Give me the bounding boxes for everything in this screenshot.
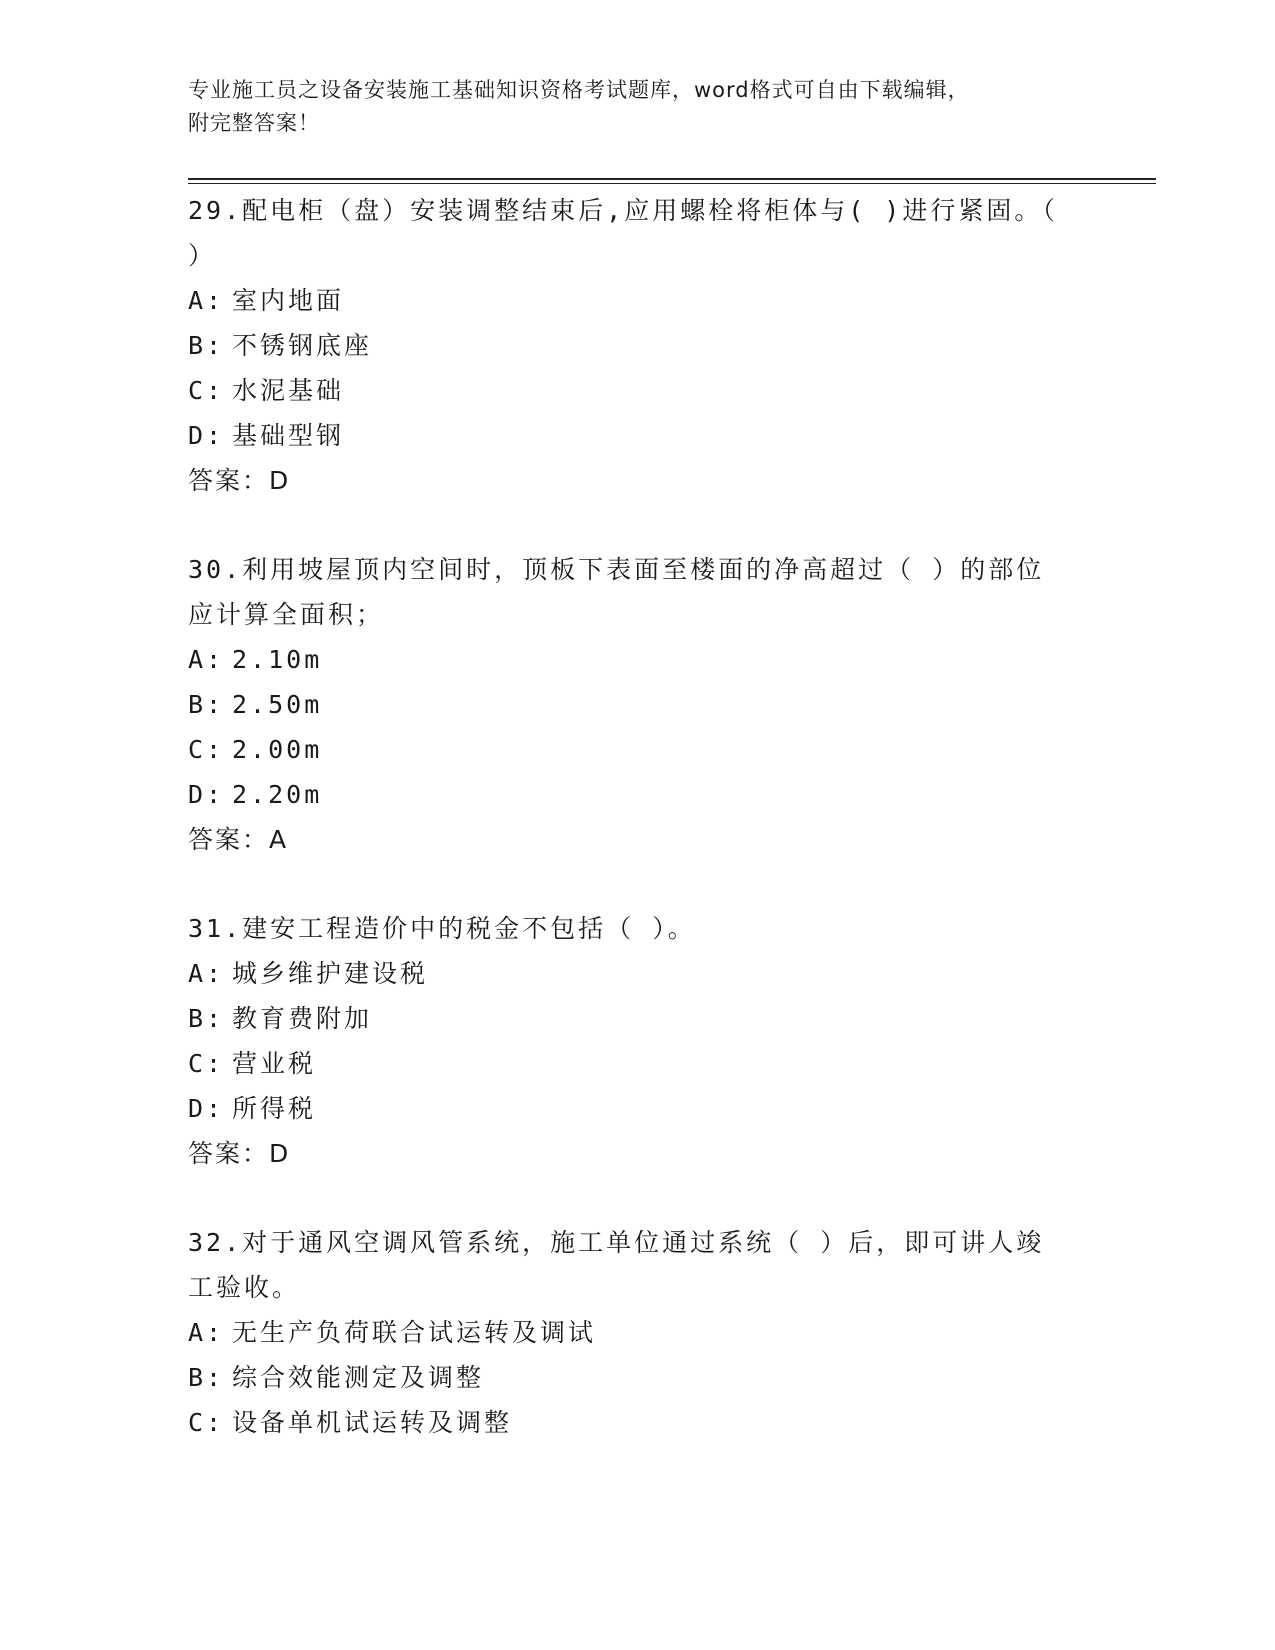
option-b	[188, 996, 1068, 1041]
option-text: 综合效能测定及调整	[232, 1363, 485, 1392]
option-key: C:	[188, 1408, 225, 1437]
document-header	[188, 74, 1068, 140]
option-text: 基础型钢	[232, 421, 345, 450]
option-key: B:	[188, 1004, 225, 1033]
option-key: A:	[188, 1318, 225, 1347]
option-b	[188, 1355, 1068, 1400]
answer-line: 答案：D	[188, 1139, 291, 1168]
question-29	[188, 188, 1068, 503]
option-d	[188, 772, 1068, 817]
option-c	[188, 727, 1068, 772]
option-text: 所得税	[232, 1094, 317, 1123]
header-divider-thin	[188, 183, 1156, 184]
option-b	[188, 682, 1068, 727]
option-a	[188, 1310, 1068, 1355]
option-key: B:	[188, 331, 225, 360]
option-c	[188, 1041, 1068, 1086]
option-text: 无生产负荷联合试运转及调试	[232, 1318, 597, 1347]
option-c	[188, 368, 1068, 413]
option-d	[188, 413, 1068, 458]
question-stem: 32.对于通风空调风管系统，施工单位通过系统（ ）后，即可讲人竣工验收。	[188, 1228, 1045, 1302]
option-c	[188, 1400, 1068, 1445]
question-stem: 29.配电柜（盘）安装调整结束后,应用螺栓将柜体与( )进行紧固。（ ）	[188, 196, 1058, 270]
option-a	[188, 278, 1068, 323]
option-text: 2.00m	[232, 735, 323, 764]
option-key: A:	[188, 645, 225, 674]
option-text: 2.50m	[232, 690, 323, 719]
option-key: D:	[188, 1094, 225, 1123]
question-stem: 30.利用坡屋顶内空间时，顶板下表面至楼面的净高超过（ ）的部位应计算全面积；	[188, 555, 1045, 629]
option-text: 2.20m	[232, 780, 323, 809]
option-d	[188, 1086, 1068, 1131]
option-b	[188, 323, 1068, 368]
option-key: A:	[188, 959, 225, 988]
option-text: 城乡维护建设税	[232, 959, 429, 988]
option-a	[188, 951, 1068, 996]
option-text: 室内地面	[232, 286, 345, 315]
question-list	[188, 188, 1068, 1489]
option-text: 教育费附加	[232, 1004, 373, 1033]
option-key: C:	[188, 376, 225, 405]
question-32	[188, 1220, 1068, 1445]
header-divider-thick	[188, 178, 1156, 180]
option-key: B:	[188, 690, 225, 719]
option-key: A:	[188, 286, 225, 315]
option-key: B:	[188, 1363, 225, 1392]
option-text: 水泥基础	[232, 376, 345, 405]
question-30	[188, 547, 1068, 862]
header-title-line-1: 专业施工员之设备安装施工基础知识资格考试题库，word格式可自由下载编辑，	[188, 78, 970, 102]
option-text: 不锈钢底座	[232, 331, 373, 360]
option-text: 2.10m	[232, 645, 323, 674]
answer-line: 答案：D	[188, 466, 291, 495]
header-title-line-2: 附完整答案！	[188, 111, 320, 135]
option-text: 设备单机试运转及调整	[232, 1408, 513, 1437]
option-key: C:	[188, 1049, 225, 1078]
answer-line: 答案：A	[188, 825, 289, 854]
option-a	[188, 637, 1068, 682]
option-text: 营业税	[232, 1049, 317, 1078]
option-key: D:	[188, 421, 225, 450]
option-key: D:	[188, 780, 225, 809]
question-31	[188, 906, 1068, 1176]
question-stem: 31.建安工程造价中的税金不包括（ ）。	[188, 914, 696, 943]
option-key: C:	[188, 735, 225, 764]
